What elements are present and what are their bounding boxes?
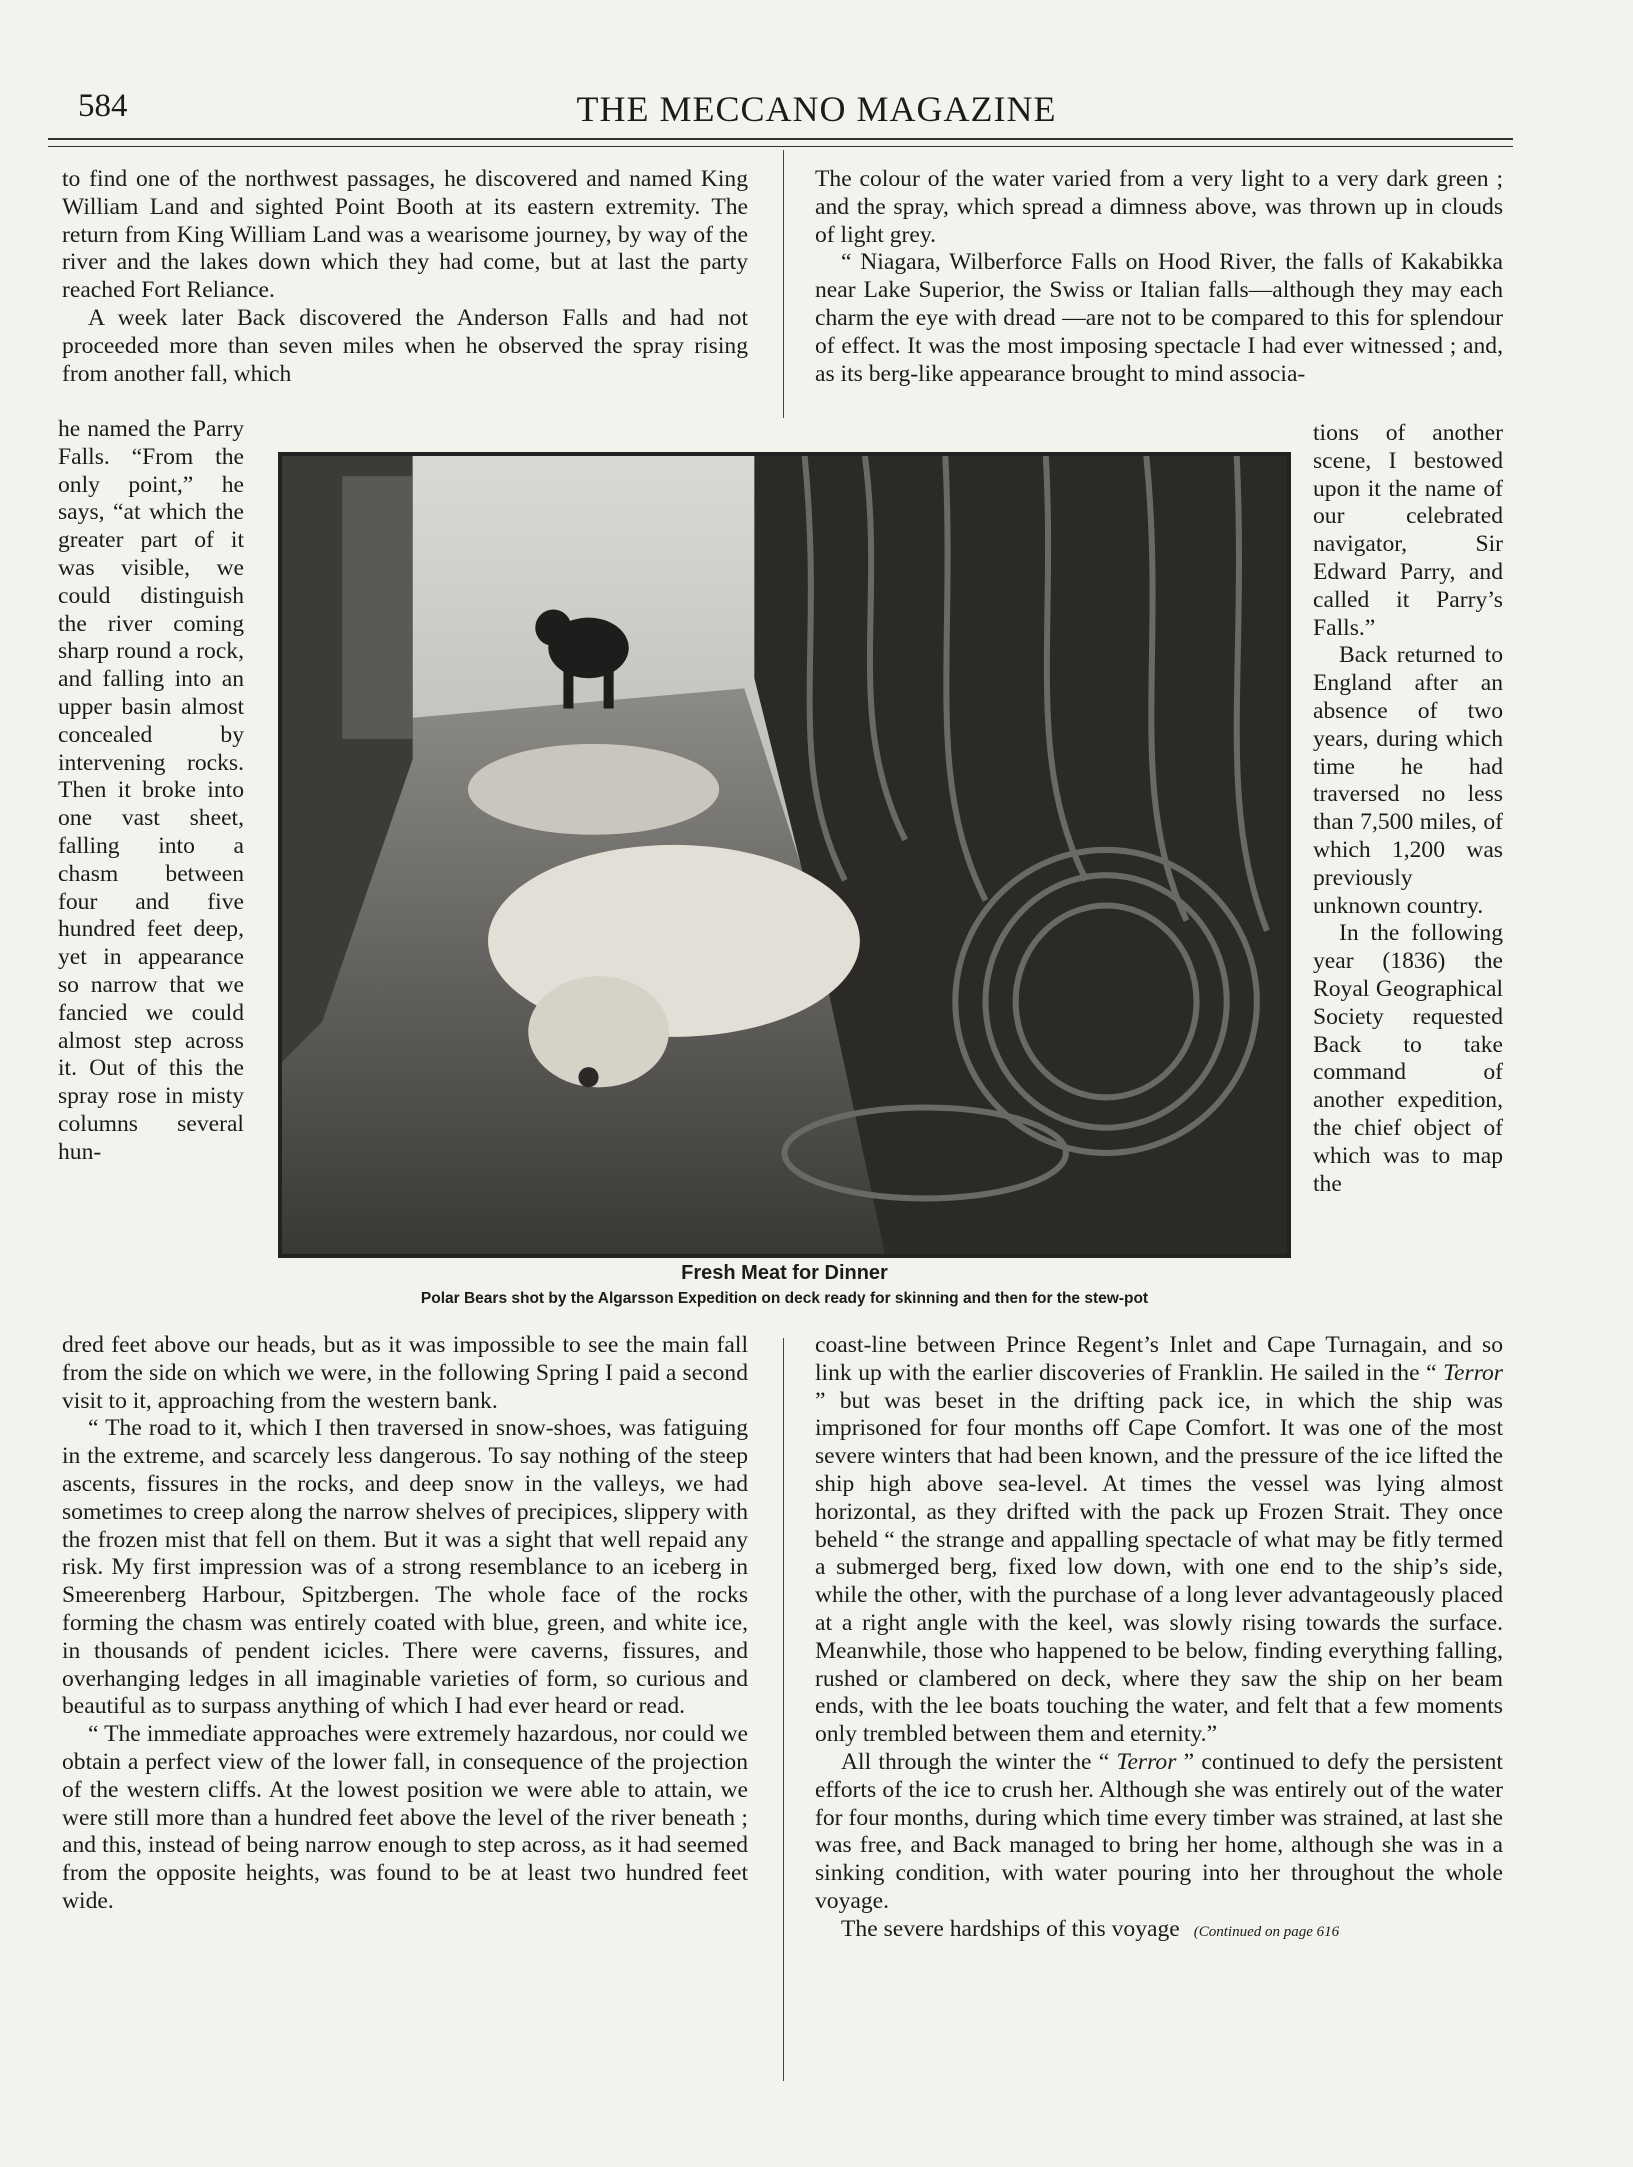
paragraph: dred feet above our heads, but as it was impossible to see the main fall from the side on which we were, in the following Spring I paid a second visit to it, approaching from the western bank. xyxy=(62,1332,748,1414)
paragraph: All through the winter the “ Terror ” continued to defy the persistent efforts of the ice to crush her. Although she was entirely out of the water for four months, during which time every timber was strained, at last she was free, and Back managed to bring her home, although she was in a sinking condition, with water pouring into her throughout the whole voyage. xyxy=(815,1748,1503,1914)
paragraph: Back returned to England after an absence of two years, during which time he had traversed no less than 7,500 miles, of which 1,200 was previously unknown country. xyxy=(1313,642,1503,919)
column-divider-bottom xyxy=(783,1338,784,2081)
left-column-top xyxy=(62,166,748,388)
paragraph: “ The immediate approaches were extremely hazardous, nor could we obtain a perfect view of the lower fall, in consequence of the projection of the western cliffs. At the lowest position we were able to attain, we were still more than a hundred feet above the level of the river beneath ; and this, instead of being narrow enough to step across, as it had seemed from the opposite heights, was found to be at least two hundred feet wide. xyxy=(62,1721,748,1914)
right-column-top xyxy=(815,166,1503,388)
running-head-title: THE MECCANO MAGAZINE xyxy=(576,89,1057,129)
paragraph: “ Niagara, Wilberforce Falls on Hood River, the falls of Kakabikka near Lake Superior, the Swiss or Italian falls—although they may each charm the eye with dread —are not to be compared to this for splendour of effect. It was the most imposing spectacle I had ever witnessed ; and, as its berg-like appearance brought to mind associa- xyxy=(815,249,1503,387)
paragraph: to find one of the northwest passages, he discovered and named King William Land and sighted Point Booth at its eastern extremity. The return from King William Land was a wearisome journey, by way of the river and the lakes down which they had come, but at last the party reached Fort Reliance. xyxy=(62,166,748,304)
right-column-bottom xyxy=(815,1332,1503,1947)
left-column-wrap xyxy=(58,416,244,1167)
column-divider-top xyxy=(783,150,784,418)
paragraph: he named the Parry Falls. “From the only point,” he says, “at which the greater part of it was visible, we could distinguish the river coming sharp round a rock, and falling into an upper basin almost concealed by intervening rocks. Then it broke into one vast sheet, falling into a chasm between four and five hundred feet deep, yet in appearance so narrow that we fancied we could almost step across it. Out of this the spray rose in misty columns several hun- xyxy=(58,416,244,1165)
photo-polar-bears-on-deck xyxy=(278,452,1291,1258)
continued-note: (Continued on page 616 xyxy=(1193,1923,1340,1940)
paragraph: The severe hardships of this voyage (Continued on page 616 xyxy=(841,1915,1340,1942)
figure-caption-title: Fresh Meat for Dinner xyxy=(681,1262,888,1284)
right-column-wrap xyxy=(1313,420,1503,1198)
header-rule xyxy=(48,138,1513,140)
paragraph: coast-line between Prince Regent’s Inlet and Cape Turnagain, and so link up with the earlier discoveries of Franklin. He sailed in the “ Terror ” but was beset in the drifting pack ice, in which the ship was imprisoned for four months off Cape Comfort. It was one of the most severe winters that had been known, and the pressure of the ice lifted the ship high above sea-level. At times the vessel was lying almost horizontal, as they drifted with the pack up Frozen Strait. They once beheld “ the strange and appalling spectacle of what may be fitly termed a submerged berg, fixed low down, with one end to the ship’s side, while the other, with the purchase of a long lever advantageously placed at a right angle with the keel, was slowly rising towards the surface. Meanwhile, those who happened to be below, finding everything falling, rushed or clambered on deck, where they saw the ship on her beam ends, with the lee boats touching the water, and felt that a few moments only trembled between them and eternity.” xyxy=(815,1332,1503,1748)
ship-name: Terror xyxy=(1443,1359,1503,1386)
paragraph: tions of another scene, I bestowed upon it the name of our celebrated navigator, Sir Edward Parry, and called it Parry’s Falls.” xyxy=(1313,420,1503,641)
left-column-bottom xyxy=(62,1332,748,1916)
paragraph: The colour of the water varied from a very light to a very dark green ; and the spray, which spread a dimness above, was thrown up in clouds of light grey. xyxy=(815,166,1503,248)
paragraph: A week later Back discovered the Anderson Falls and had not proceeded more than seven miles when he observed the spray rising from another fall, which xyxy=(62,304,748,387)
paragraph: “ The road to it, which I then traversed in snow-shoes, was fatiguing in the extreme, and scarcely less dangerous. To say nothing of the steep ascents, fissures in the rocks, and deep snow in the valleys, we had sometimes to creep along the narrow shelves of precipices, slippery with the frozen mist that fell on them. But it was a sight that well repaid any risk. My first impression was of a strong resemblance to an iceberg in Smeerenberg Harbour, Spitzbergen. The whole face of the rocks forming the chasm was entirely coated with blue, green, and white ice, in thousands of pendent icicles. There were caverns, fissures, and overhanging ledges in all imaginable varieties of form, so curious and beautiful as to surpass anything of which I had ever heard or read. xyxy=(62,1415,748,1720)
page-number: 584 xyxy=(78,88,128,124)
photo-illustration xyxy=(282,456,1287,1254)
ship-name: Terror xyxy=(1116,1748,1177,1775)
paragraph: In the following year (1836) the Royal Geographical Society requested Back to take command of another expedition, the chief object of which was to map the xyxy=(1313,920,1503,1197)
figure-caption-subtitle: Polar Bears shot by the Algarsson Expedition on deck ready for skinning and then for the stew-pot xyxy=(420,1290,1149,1307)
header-rule-thin xyxy=(48,146,1513,147)
